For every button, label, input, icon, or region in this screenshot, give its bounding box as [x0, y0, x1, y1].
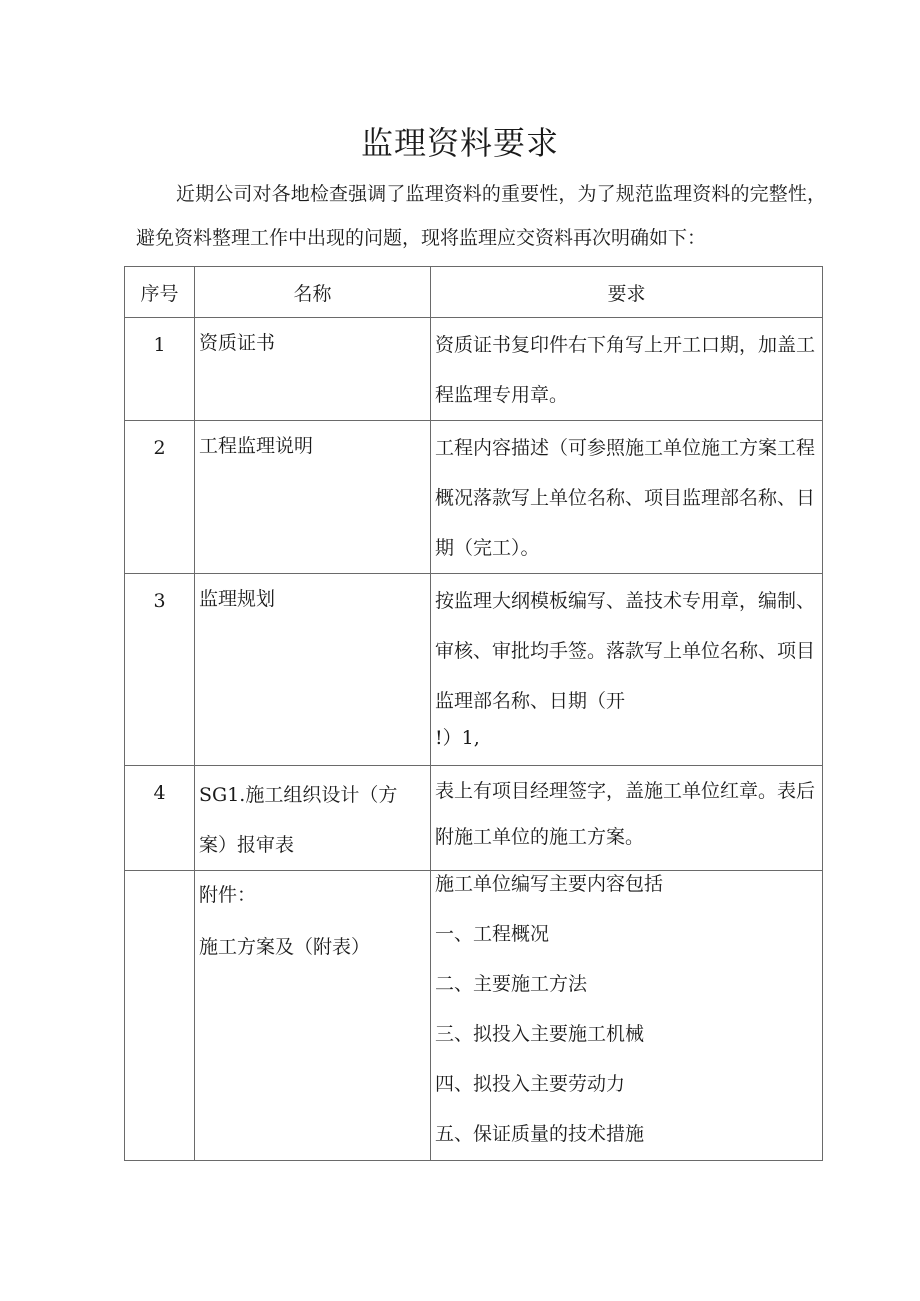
row-name: [195, 871, 431, 1161]
row-requirement: [431, 766, 823, 871]
requirement-line: 工程内容描述（可参照施工单位施工方案工程概况落款写上单位名称、项目监理部名称、日期（完工）。: [435, 437, 816, 559]
row-number: [125, 871, 195, 1161]
header-no: 序号: [125, 267, 195, 318]
table-row: [125, 318, 823, 421]
name-line: 资质证书: [199, 332, 276, 354]
requirement-line: 三、拟投入主要施工机械: [435, 1023, 645, 1045]
row-name: [195, 766, 431, 871]
row-name: [195, 421, 431, 574]
table-row: [125, 421, 823, 574]
requirement-line: 施工单位编写主要内容包括: [435, 873, 664, 895]
requirement-line: 表上有项目经理签字，盖施工单位红章。表后附施工单位的施工方案。: [435, 780, 816, 848]
table-row: [125, 766, 823, 871]
name-line: 监理规划: [199, 588, 276, 610]
table-header-row: [125, 267, 823, 318]
header-name: 名称: [195, 267, 431, 318]
requirements-table: [124, 266, 823, 1161]
requirement-line: 一、工程概况: [435, 923, 550, 945]
row-number: 1: [125, 318, 195, 421]
requirement-line: 资质证书复印件右下角写上开工口期，加盖工程监理专用章。: [435, 334, 816, 406]
row-requirement: [431, 421, 823, 574]
requirement-line: 四、拟投入主要劳动力: [435, 1073, 626, 1095]
requirement-line: !）1,: [435, 727, 480, 749]
table-row: [125, 871, 823, 1161]
row-number: 3: [125, 574, 195, 766]
document-title: 监理资料要求: [360, 124, 559, 162]
header-requirement: 要求: [431, 267, 823, 318]
row-requirement: [431, 574, 823, 766]
name-line: 工程监理说明: [199, 435, 314, 457]
row-name: [195, 318, 431, 421]
intro-paragraph: 近期公司对各地检查强调了监理资料的重要性，为了规范监理资料的完整性，避免资料整理工作中出现的问题，现将监理应交资料再次明确如下：: [136, 183, 826, 249]
row-requirement: [431, 318, 823, 421]
name-line: 附件：: [199, 884, 257, 906]
row-name: [195, 574, 431, 766]
table-row: [125, 574, 823, 766]
name-line: 施工方案及（附表）: [199, 936, 371, 958]
row-number: 4: [125, 766, 195, 871]
row-requirement: [431, 871, 823, 1161]
requirement-line: 二、主要施工方法: [435, 973, 588, 995]
name-line: SG1.施工组织设计（方案）报审表: [199, 784, 398, 856]
requirement-line: 五、保证质量的技术措施: [435, 1123, 645, 1145]
row-number: 2: [125, 421, 195, 574]
requirement-line: 按监理大纲模板编写、盖技术专用章，编制、审核、审批均手签。落款写上单位名称、项目监理部名称、日期（开: [435, 590, 816, 712]
